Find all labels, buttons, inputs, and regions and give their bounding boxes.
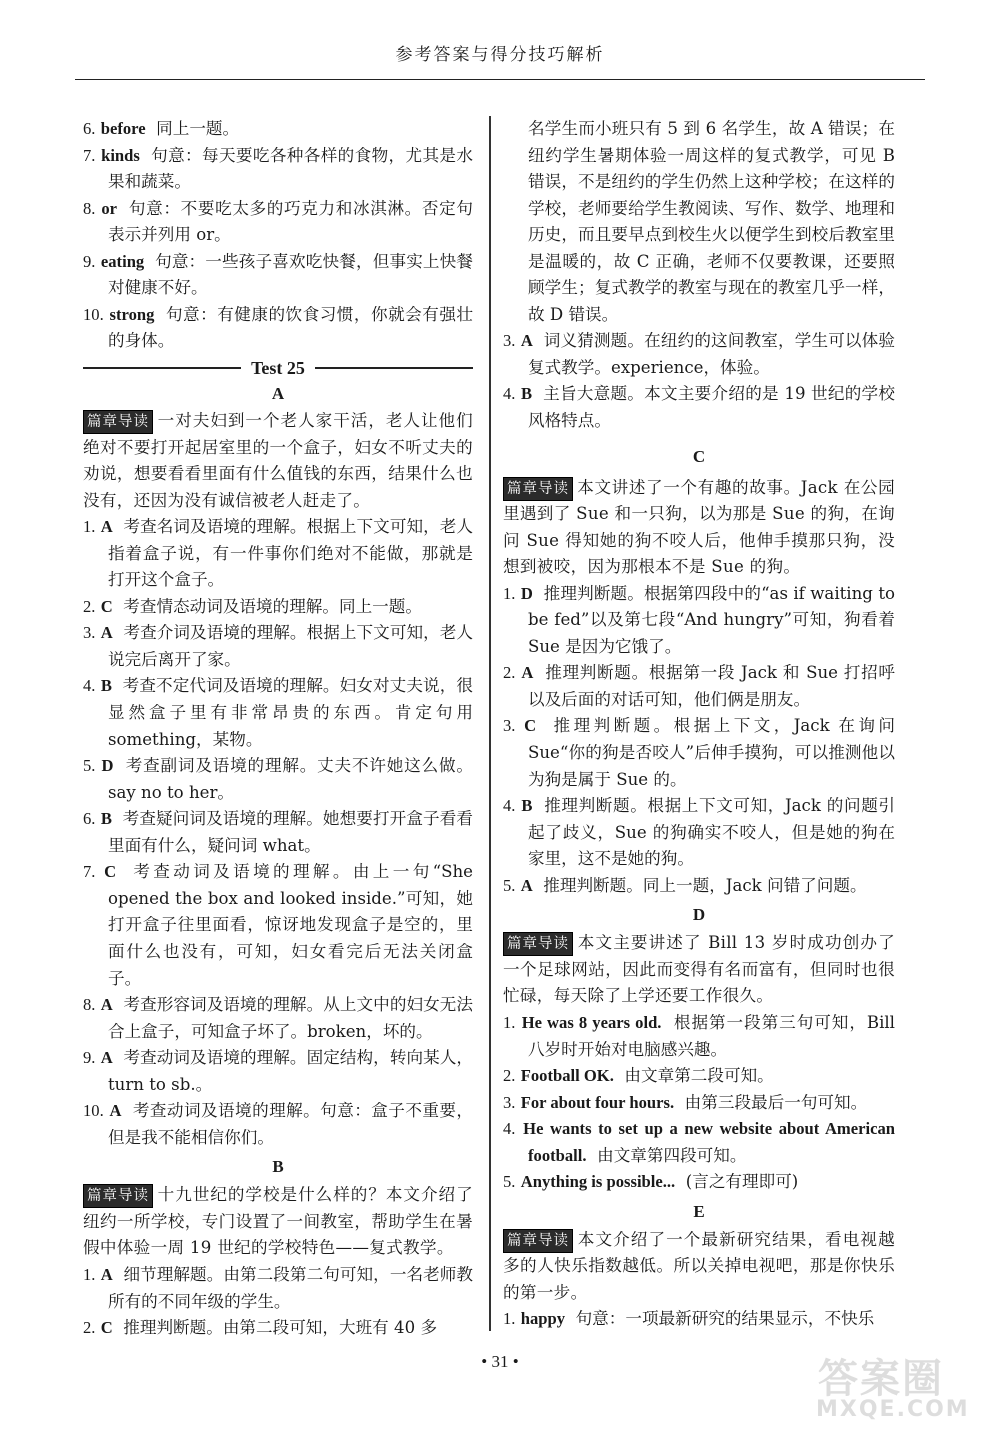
left-column	[83, 116, 473, 1342]
answer-item: 7. kinds 句意：每天要吃各种各样的食物，尤其是水果和蔬菜。	[83, 145, 473, 192]
answer-item: 4. B 推理判断题。根据上下文可知，Jack 的问题引起了歧义，Sue 的狗确实不咬人，但是她的狗在家里，这不是她的狗。	[503, 796, 895, 869]
answer-item: 4. He wants to set up a new website about American football. 由文章第四段可知。	[503, 1119, 895, 1165]
answer-item: 3. A 词义猜测题。在纽约的这间教室，学生可以体验复式教学。experience，体验。	[503, 331, 895, 377]
right-column	[503, 116, 895, 1333]
answer-item: 2. C 考查情态动词及语境的理解。同上一题。	[83, 596, 422, 616]
guide-badge: 篇章导读	[83, 410, 153, 434]
answer-item: 7. C 考查动词及语境的理解。由上一句“She opened the box and looked inside.”可知，她打开盒子往里面看，惊讶地发现盒子是空的，里面什么也没有，可知，妇女看完后无法关闭盒子。	[83, 862, 474, 988]
section-label-b: B	[272, 1157, 284, 1177]
section-label-e: E	[693, 1201, 705, 1221]
watermark-url: MXQE.COM	[816, 1397, 970, 1422]
page-number: • 31 •	[481, 1352, 519, 1371]
answer-item: 5. A 推理判断题。同上一题，Jack 问错了问题。	[503, 875, 867, 895]
header-title: 参考答案与得分技巧解析	[395, 45, 605, 65]
page-header	[75, 40, 925, 80]
answer-item: 5. Anything is possible... (言之有理即可)	[503, 1172, 799, 1192]
items-top	[83, 116, 473, 355]
section-b-items-continued	[503, 328, 895, 434]
section-c-guide: 篇章导读 本文讲述了一个有趣的故事。Jack 在公园里遇到了 Sue 和一只狗，以为那是 Sue 的狗，在询问 Sue 得知她的狗不咬人后，他伸手摸那只狗，没想到被咬，因为那根本不是 Sue 的狗。	[503, 477, 895, 577]
answer-item: 1. happy 句意：一项最新研究的结果显示，不快乐	[503, 1309, 875, 1329]
answer-item: 3. For about four hours. 由第三段最后一句可知。	[503, 1092, 868, 1112]
section-d-items	[503, 1010, 895, 1196]
answer-item: 8. A 考查形容词及语境的理解。从上文中的妇女无法合上盒子，可知盒子坏了。broken，坏的。	[83, 995, 474, 1041]
section-e-guide: 篇章导读 本文介绍了一个最新研究结果，看电视越多的人快乐指数越低。所以关掉电视吧，那是你快乐的第一步。	[503, 1229, 895, 1302]
answer-item: 9. eating 句意：一些孩子喜欢吃快餐，但事实上快餐对健康不好。	[83, 251, 474, 298]
answer-item: 1. D 推理判断题。根据第四段中的“as if waiting to be fed”以及第七段“And hungry”可知，狗看着 Sue 是因为它饿了。	[503, 583, 895, 656]
column-divider	[489, 116, 491, 1331]
answer-item: 3. A 考查介词及语境的理解。根据上下文可知，老人说完后离开了家。	[83, 623, 474, 669]
section-b-guide: 篇章导读 十九世纪的学校是什么样的？本文介绍了纽约一所学校，专门设置了一间教室，帮助学生在暑假中体验一周 19 世纪的学校特色——复式教学。	[83, 1185, 473, 1258]
answer-item: 9. A 考查动词及语境的理解。固定结构，转向某人，turn to sb.。	[83, 1048, 474, 1094]
test-title: Test 25	[251, 357, 305, 378]
answer-item: 1. A 细节理解题。由第二段第二句可知，一名老师教所有的不同年级的学生。	[83, 1264, 474, 1311]
answer-item: 5. D 考查副词及语境的理解。丈夫不许她这么做。say no to her。	[83, 756, 473, 802]
continuation-text: 名学生而小班只有 5 到 6 名学生，故 A 错误；在纽约学生暑期体验一周这样的复式教学，可见 B 错误，不是纽约的学生仍然上这种学校；在这样的学校，老师要给学生教阅读、写作、数学、地理和历史，而且要早点到校生火以便学生到校后教室里是温暖的，故 C 正确，老师不仅要教课，还要照顾学生；复式教学的教室与现在的教室几乎一样，故 D 错误。	[528, 119, 895, 324]
answer-item: 6. before 同上一题。	[83, 119, 240, 138]
answer-item: 2. C 推理判断题。由第二段可知，大班有 40 多	[83, 1318, 438, 1338]
watermark-logo-text: 答案圈	[818, 1356, 944, 1402]
section-c-items	[503, 581, 895, 900]
section-a-guide: 篇章导读 一对夫妇到一个老人家干活，老人让他们绝对不要打开起居室里的一个盒子，妇女不听丈夫的劝说，想要看看里面有什么值钱的东西，结果什么也没有，还因为没有诚信被老人赶走了。	[83, 411, 473, 510]
section-b-items	[83, 1262, 473, 1342]
answer-item: 2. A 推理判断题。根据第一段 Jack 和 Sue 打招呼以及后面的对话可知，他们俩是朋友。	[503, 663, 896, 709]
answer-item: 1. He was 8 years old. 根据第一段第三句可知，Bill 八岁时开始对电脑感兴趣。	[503, 1012, 895, 1059]
section-label-a: A	[271, 384, 285, 404]
answer-item: 3. C 推理判断题。根据上下文，Jack 在询问 Sue“你的狗是否咬人”后伸手摸狗，可以推测他以为狗是属于 Sue 的。	[503, 716, 895, 789]
guide-badge: 篇章导读	[503, 1229, 573, 1253]
test-separator	[83, 355, 473, 382]
answer-item: 10. strong 句意：有健康的饮食习惯，你就会有强壮的身体。	[83, 304, 474, 351]
answer-item: 2. Football OK. 由文章第二段可知。	[503, 1066, 774, 1086]
answer-item: 4. B 考查不定代词及语境的理解。妇女对丈夫说，很显然盒子里有非常昂贵的东西。肯定句用 something，某物。	[83, 676, 473, 749]
answer-item: 6. B 考查疑问词及语境的理解。她想要打开盒子看看里面有什么，疑问词 what。	[83, 809, 473, 855]
section-label-d: D	[692, 905, 706, 925]
guide-badge: 篇章导读	[503, 477, 573, 501]
guide-badge: 篇章导读	[503, 932, 573, 956]
answer-item: 1. A 考查名词及语境的理解。根据上下文可知，老人指着盒子说，有一件事你们绝对不能做，那就是打开这个盒子。	[83, 517, 474, 590]
section-e-items	[503, 1306, 895, 1333]
section-a-items	[83, 514, 473, 1151]
answer-item: 10. A 考查动词及语境的理解。句意：盒子不重要，但是我不能相信你们。	[83, 1101, 473, 1147]
section-label-c: C	[692, 446, 706, 466]
answer-item: 8. or 句意：不要吃太多的巧克力和冰淇淋。否定句表示并列用 or。	[83, 198, 473, 245]
guide-badge: 篇章导读	[83, 1184, 153, 1208]
answer-item: 4. B 主旨大意题。本文主要介绍的是 19 世纪的学校风格特点。	[503, 384, 895, 431]
watermark	[808, 1347, 978, 1427]
section-d-guide: 篇章导读 本文主要讲述了 Bill 13 岁时成功创办了一个足球网站，因此而变得有名而富有，但同时也很忙碌，每天除了上学还要工作很久。	[503, 933, 895, 1006]
